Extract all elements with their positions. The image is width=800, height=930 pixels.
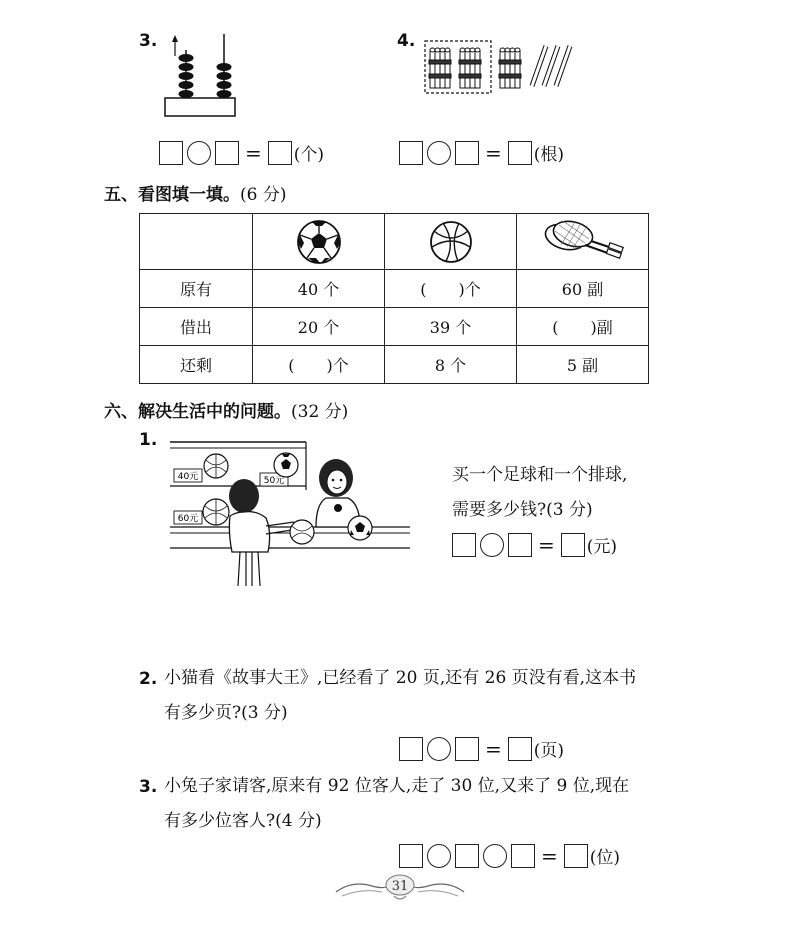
- price-tag-volleyball: 40元: [177, 472, 199, 482]
- page-number: 31: [391, 879, 409, 894]
- section-6-points: (32 分): [291, 402, 349, 422]
- answer-box[interactable]: [455, 141, 479, 165]
- cell-original-basketball-blank[interactable]: ( )个: [385, 270, 517, 308]
- fill-in-table: [139, 213, 649, 384]
- price-tag-basketball: 60元: [177, 514, 199, 524]
- answer-box[interactable]: [399, 737, 423, 761]
- operator-circle[interactable]: [483, 844, 507, 868]
- unit-label: (根): [533, 145, 565, 165]
- question-4-number: 4.: [397, 31, 416, 51]
- operator-circle[interactable]: [480, 533, 504, 557]
- answer-box[interactable]: [452, 533, 476, 557]
- answer-box[interactable]: [561, 533, 585, 557]
- section-6-title: 六、解决生活中的问题。: [104, 402, 291, 422]
- answer-box[interactable]: [508, 533, 532, 557]
- s6-question-1-number: 1.: [139, 430, 158, 450]
- answer-box[interactable]: [511, 844, 535, 868]
- equation-s6-q3: [399, 843, 620, 868]
- equation-s6-q2: [399, 736, 564, 761]
- cell-lent-soccer: 20 个: [253, 308, 385, 346]
- answer-box[interactable]: [268, 141, 292, 165]
- equals-sign: =: [245, 140, 262, 165]
- cell-remaining-soccer-blank[interactable]: ( )个: [253, 346, 385, 384]
- answer-box[interactable]: [159, 141, 183, 165]
- section-5-title: 五、看图填一填。: [104, 185, 240, 205]
- s6-question-2-number: 2.: [139, 669, 158, 689]
- table-header-soccer: [253, 214, 385, 270]
- cell-lent-rackets-blank[interactable]: ( )副: [517, 308, 649, 346]
- unit-label: (位): [589, 848, 621, 868]
- answer-box[interactable]: [564, 844, 588, 868]
- operator-circle[interactable]: [427, 737, 451, 761]
- basketball-icon: [426, 217, 476, 267]
- equals-sign: =: [538, 532, 555, 557]
- s6-q1-text-line-1: 买一个足球和一个排球,: [452, 465, 628, 485]
- equation-q3: [159, 140, 324, 165]
- s6-q1-text-line-2: 需要多少钱?(3 分): [452, 500, 593, 520]
- s6-q2-text-line-2: 有多少页?(3 分): [164, 703, 288, 723]
- equals-sign: =: [485, 736, 502, 761]
- s6-q2-text-line-1: 小猫看《故事大王》,已经看了 20 页,还有 26 页没有看,这本书: [164, 668, 637, 688]
- section-5-heading: [104, 180, 286, 205]
- equals-sign: =: [485, 140, 502, 165]
- cell-original-rackets: 60 副: [517, 270, 649, 308]
- s6-q3-text-line-2: 有多少位客人?(4 分): [164, 811, 322, 831]
- cell-original-soccer: 40 个: [253, 270, 385, 308]
- answer-box[interactable]: [455, 737, 479, 761]
- table-corner-cell: [140, 214, 253, 270]
- answer-box[interactable]: [399, 141, 423, 165]
- equation-q4: [399, 140, 564, 165]
- answer-box[interactable]: [455, 844, 479, 868]
- answer-box[interactable]: [215, 141, 239, 165]
- section-6-heading: [104, 397, 348, 422]
- question-3-number: 3.: [139, 31, 158, 51]
- soccer-ball-icon: [294, 217, 344, 267]
- price-tag-soccer: 50元: [263, 476, 285, 486]
- row-label-remaining: 还剩: [140, 346, 253, 384]
- operator-circle[interactable]: [427, 141, 451, 165]
- cell-remaining-rackets: 5 副: [517, 346, 649, 384]
- page-number-ornament: [332, 870, 468, 904]
- row-label-lent: 借出: [140, 308, 253, 346]
- unit-label: (页): [533, 741, 565, 761]
- abacus-illustration: [160, 34, 240, 120]
- unit-label: (个): [293, 145, 325, 165]
- operator-circle[interactable]: [187, 141, 211, 165]
- s6-question-3-number: 3.: [139, 777, 158, 797]
- equation-s6-q1: [452, 532, 617, 557]
- unit-label: (元): [586, 537, 618, 557]
- answer-box[interactable]: [508, 141, 532, 165]
- cell-remaining-basketball: 8 个: [385, 346, 517, 384]
- row-label-original: 原有: [140, 270, 253, 308]
- sticks-bundles-illustration: [424, 40, 584, 96]
- answer-box[interactable]: [508, 737, 532, 761]
- table-header-basketball: [385, 214, 517, 270]
- badminton-rackets-icon: [541, 217, 625, 267]
- s6-q3-text-line-1: 小兔子家请客,原来有 92 位客人,走了 30 位,又来了 9 位,现在: [164, 776, 630, 796]
- table-header-rackets: [517, 214, 649, 270]
- section-5-points: (6 分): [240, 185, 287, 205]
- cell-lent-basketball: 39 个: [385, 308, 517, 346]
- operator-circle[interactable]: [427, 844, 451, 868]
- answer-box[interactable]: [399, 844, 423, 868]
- equals-sign: =: [541, 843, 558, 868]
- shop-scene-illustration: [170, 434, 415, 592]
